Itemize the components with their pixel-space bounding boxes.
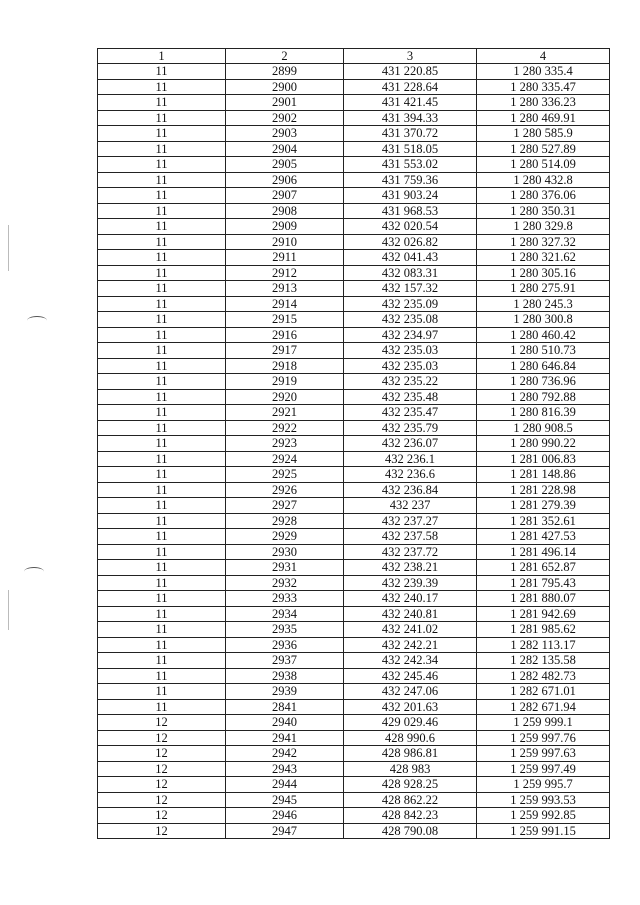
table-cell: 431 421.45: [344, 95, 477, 111]
table-cell: 2841: [226, 699, 344, 715]
table-cell: 428 928.25: [344, 777, 477, 793]
table-row: [98, 684, 610, 700]
table-cell: 2922: [226, 420, 344, 436]
table-cell: 1 280 336.23: [477, 95, 610, 111]
table-cell: 11: [98, 405, 226, 421]
binding-hole-mark: [27, 316, 47, 325]
table-cell: 2936: [226, 637, 344, 653]
table-cell: 2932: [226, 575, 344, 591]
coordinates-table: [97, 48, 610, 839]
table-cell: 432 235.09: [344, 296, 477, 312]
table-cell: 12: [98, 808, 226, 824]
table-cell: 431 759.36: [344, 172, 477, 188]
table-cell: 2914: [226, 296, 344, 312]
table-cell: 1 281 427.53: [477, 529, 610, 545]
table-cell: 1 280 646.84: [477, 358, 610, 374]
table-row: [98, 64, 610, 80]
table-cell: 1 280 245.3: [477, 296, 610, 312]
table-cell: 432 235.22: [344, 374, 477, 390]
table-cell: 11: [98, 622, 226, 638]
table-cell: 11: [98, 653, 226, 669]
table-row: [98, 575, 610, 591]
table-cell: 2941: [226, 730, 344, 746]
table-row: [98, 389, 610, 405]
table-cell: 2931: [226, 560, 344, 576]
table-cell: 428 790.08: [344, 823, 477, 839]
table-cell: 11: [98, 343, 226, 359]
table-cell: 2947: [226, 823, 344, 839]
table-cell: 432 242.21: [344, 637, 477, 653]
table-cell: 1 281 985.62: [477, 622, 610, 638]
table-cell: 2900: [226, 79, 344, 95]
table-cell: 432 041.43: [344, 250, 477, 266]
table-cell: 1 282 135.58: [477, 653, 610, 669]
table-cell: 11: [98, 203, 226, 219]
table-row: [98, 777, 610, 793]
table-row: [98, 529, 610, 545]
table-cell: 11: [98, 126, 226, 142]
table-cell: 432 247.06: [344, 684, 477, 700]
table-row: [98, 95, 610, 111]
table-cell: 432 235.47: [344, 405, 477, 421]
table-cell: 11: [98, 250, 226, 266]
table-cell: 1 280 327.32: [477, 234, 610, 250]
table-cell: 1 280 275.91: [477, 281, 610, 297]
binding-hole-mark: [24, 567, 44, 576]
table-row: [98, 622, 610, 638]
table-cell: 431 903.24: [344, 188, 477, 204]
table-cell: 1 281 006.83: [477, 451, 610, 467]
table-cell: 1 280 376.06: [477, 188, 610, 204]
table-row: [98, 823, 610, 839]
table-cell: 11: [98, 498, 226, 514]
table-cell: 1 280 300.8: [477, 312, 610, 328]
table-cell: 1 280 329.8: [477, 219, 610, 235]
table-cell: 432 020.54: [344, 219, 477, 235]
table-cell: 432 235.79: [344, 420, 477, 436]
table-cell: 11: [98, 529, 226, 545]
table-cell: 428 990.6: [344, 730, 477, 746]
table-cell: 12: [98, 715, 226, 731]
table-cell: 1 281 652.87: [477, 560, 610, 576]
table-row: [98, 482, 610, 498]
table-cell: 12: [98, 730, 226, 746]
table-row: [98, 141, 610, 157]
table-cell: 2918: [226, 358, 344, 374]
table-cell: 11: [98, 684, 226, 700]
table-cell: 11: [98, 513, 226, 529]
table-cell: 2906: [226, 172, 344, 188]
table-cell: 2937: [226, 653, 344, 669]
table-cell: 1 280 527.89: [477, 141, 610, 157]
table-cell: 12: [98, 777, 226, 793]
table-cell: 1 259 997.63: [477, 746, 610, 762]
table-cell: 2910: [226, 234, 344, 250]
table-row: [98, 126, 610, 142]
table-cell: 2911: [226, 250, 344, 266]
table-cell: 2912: [226, 265, 344, 281]
table-cell: 432 239.39: [344, 575, 477, 591]
table-cell: 432 235.08: [344, 312, 477, 328]
table-cell: 2940: [226, 715, 344, 731]
table-cell: 11: [98, 281, 226, 297]
table-cell: 12: [98, 792, 226, 808]
table-cell: 1 280 792.88: [477, 389, 610, 405]
table-row: [98, 188, 610, 204]
table-cell: 1 280 990.22: [477, 436, 610, 452]
table-cell: 432 234.97: [344, 327, 477, 343]
table-cell: 1 282 671.01: [477, 684, 610, 700]
table-cell: 2943: [226, 761, 344, 777]
table-cell: 11: [98, 668, 226, 684]
table-row: [98, 343, 610, 359]
table-cell: 11: [98, 575, 226, 591]
table-cell: 2917: [226, 343, 344, 359]
table-cell: 2907: [226, 188, 344, 204]
table-cell: 12: [98, 746, 226, 762]
table-cell: 11: [98, 544, 226, 560]
table-row: [98, 172, 610, 188]
table-cell: 2902: [226, 110, 344, 126]
table-cell: 11: [98, 188, 226, 204]
table-cell: 11: [98, 451, 226, 467]
column-header: 2: [226, 49, 344, 64]
table-cell: 11: [98, 327, 226, 343]
table-cell: 429 029.46: [344, 715, 477, 731]
table-row: [98, 591, 610, 607]
table-cell: 431 553.02: [344, 157, 477, 173]
table-cell: 1 282 482.73: [477, 668, 610, 684]
table-row: [98, 637, 610, 653]
table-cell: 11: [98, 265, 226, 281]
table-cell: 2908: [226, 203, 344, 219]
table-cell: 11: [98, 219, 226, 235]
table-cell: 1 259 997.49: [477, 761, 610, 777]
table-cell: 432 235.03: [344, 358, 477, 374]
table-cell: 1 281 496.14: [477, 544, 610, 560]
table-cell: 1 280 510.73: [477, 343, 610, 359]
table-row: [98, 296, 610, 312]
column-header: 1: [98, 49, 226, 64]
table-cell: 1 281 880.07: [477, 591, 610, 607]
table-cell: 11: [98, 482, 226, 498]
table-cell: 428 983: [344, 761, 477, 777]
table-row: [98, 467, 610, 483]
table-cell: 432 236.1: [344, 451, 477, 467]
column-header: 3: [344, 49, 477, 64]
table-cell: 1 280 321.62: [477, 250, 610, 266]
table-cell: 1 280 305.16: [477, 265, 610, 281]
table-cell: 1 281 228.98: [477, 482, 610, 498]
table-row: [98, 327, 610, 343]
table-cell: 11: [98, 560, 226, 576]
table-row: [98, 358, 610, 374]
table-cell: 432 157.32: [344, 281, 477, 297]
table-cell: 11: [98, 172, 226, 188]
table-cell: 2903: [226, 126, 344, 142]
table-cell: 1 281 942.69: [477, 606, 610, 622]
table-cell: 2942: [226, 746, 344, 762]
table-cell: 1 280 432.8: [477, 172, 610, 188]
table-row: [98, 436, 610, 452]
table-cell: 432 235.03: [344, 343, 477, 359]
table-row: [98, 451, 610, 467]
table-cell: 11: [98, 234, 226, 250]
table-row: [98, 808, 610, 824]
table-cell: 1 259 992.85: [477, 808, 610, 824]
table-row: [98, 157, 610, 173]
table-row: [98, 606, 610, 622]
table-row: [98, 560, 610, 576]
table-cell: 11: [98, 79, 226, 95]
table-row: [98, 219, 610, 235]
table-row: [98, 374, 610, 390]
table-cell: 428 842.23: [344, 808, 477, 824]
table-cell: 431 228.64: [344, 79, 477, 95]
table-row: [98, 746, 610, 762]
table-cell: 432 238.21: [344, 560, 477, 576]
table-cell: 2905: [226, 157, 344, 173]
table-cell: 1 259 997.76: [477, 730, 610, 746]
table-cell: 2899: [226, 64, 344, 80]
table-cell: 1 280 460.42: [477, 327, 610, 343]
table-row: [98, 420, 610, 436]
table-cell: 1 280 816.39: [477, 405, 610, 421]
table-cell: 2934: [226, 606, 344, 622]
table-cell: 1 259 991.15: [477, 823, 610, 839]
table-cell: 11: [98, 95, 226, 111]
table-cell: 432 240.81: [344, 606, 477, 622]
table-cell: 2939: [226, 684, 344, 700]
table-cell: 1 281 279.39: [477, 498, 610, 514]
table-cell: 11: [98, 591, 226, 607]
table-cell: 432 026.82: [344, 234, 477, 250]
table-cell: 432 237.72: [344, 544, 477, 560]
table-cell: 1 280 585.9: [477, 126, 610, 142]
table-cell: 2904: [226, 141, 344, 157]
table-cell: 1 280 335.4: [477, 64, 610, 80]
table-row: [98, 792, 610, 808]
table-cell: 2945: [226, 792, 344, 808]
table-row: [98, 110, 610, 126]
table-cell: 12: [98, 823, 226, 839]
table-cell: 11: [98, 420, 226, 436]
table-cell: 2921: [226, 405, 344, 421]
table-cell: 432 237.58: [344, 529, 477, 545]
table-cell: 2946: [226, 808, 344, 824]
table-cell: 431 394.33: [344, 110, 477, 126]
table-cell: 11: [98, 64, 226, 80]
table-cell: 1 280 514.09: [477, 157, 610, 173]
table-cell: 2925: [226, 467, 344, 483]
table-cell: 11: [98, 606, 226, 622]
table-row: [98, 715, 610, 731]
table-cell: 11: [98, 358, 226, 374]
table-row: [98, 498, 610, 514]
table-cell: 11: [98, 296, 226, 312]
table-cell: 11: [98, 699, 226, 715]
table-cell: 1 280 736.96: [477, 374, 610, 390]
table-body: [98, 64, 610, 839]
table-cell: 432 240.17: [344, 591, 477, 607]
table-cell: 432 236.6: [344, 467, 477, 483]
table-cell: 1 281 795.43: [477, 575, 610, 591]
table-cell: 2916: [226, 327, 344, 343]
table-cell: 2944: [226, 777, 344, 793]
table-row: [98, 513, 610, 529]
table-cell: 1 280 908.5: [477, 420, 610, 436]
table-cell: 11: [98, 141, 226, 157]
table-cell: 431 518.05: [344, 141, 477, 157]
table-cell: 1 281 148.86: [477, 467, 610, 483]
table-cell: 11: [98, 374, 226, 390]
table-cell: 431 220.85: [344, 64, 477, 80]
table-cell: 2935: [226, 622, 344, 638]
scan-artifact: [8, 225, 9, 271]
table-cell: 1 259 995.7: [477, 777, 610, 793]
table-row: [98, 653, 610, 669]
table-cell: 1 282 671.94: [477, 699, 610, 715]
table-cell: 2920: [226, 389, 344, 405]
table-cell: 11: [98, 467, 226, 483]
table-row: [98, 281, 610, 297]
table-cell: 2915: [226, 312, 344, 328]
table-row: [98, 668, 610, 684]
table-row: [98, 730, 610, 746]
table-cell: 432 237: [344, 498, 477, 514]
table-cell: 2927: [226, 498, 344, 514]
table-cell: 11: [98, 157, 226, 173]
table-cell: 1 280 350.31: [477, 203, 610, 219]
table-cell: 2909: [226, 219, 344, 235]
column-header: 4: [477, 49, 610, 64]
table-row: [98, 79, 610, 95]
table-row: [98, 234, 610, 250]
table-row: [98, 405, 610, 421]
table-cell: 2923: [226, 436, 344, 452]
table-cell: 432 241.02: [344, 622, 477, 638]
table-cell: 1 282 113.17: [477, 637, 610, 653]
table-header-row: [98, 49, 610, 64]
table-row: [98, 250, 610, 266]
table-cell: 1 280 335.47: [477, 79, 610, 95]
table-cell: 432 245.46: [344, 668, 477, 684]
table-cell: 2924: [226, 451, 344, 467]
table-cell: 432 201.63: [344, 699, 477, 715]
table-cell: 2919: [226, 374, 344, 390]
table-cell: 432 237.27: [344, 513, 477, 529]
table-cell: 432 236.84: [344, 482, 477, 498]
table-row: [98, 761, 610, 777]
table-cell: 11: [98, 436, 226, 452]
table-cell: 11: [98, 637, 226, 653]
table-cell: 1 259 993.53: [477, 792, 610, 808]
table-cell: 432 083.31: [344, 265, 477, 281]
table-row: [98, 265, 610, 281]
scan-artifact: [8, 590, 9, 630]
table-row: [98, 544, 610, 560]
table-cell: 432 235.48: [344, 389, 477, 405]
table-cell: 432 236.07: [344, 436, 477, 452]
table-row: [98, 699, 610, 715]
table-cell: 1 280 469.91: [477, 110, 610, 126]
table-cell: 12: [98, 761, 226, 777]
table-cell: 428 862.22: [344, 792, 477, 808]
table-cell: 2928: [226, 513, 344, 529]
table-cell: 11: [98, 110, 226, 126]
table-cell: 2913: [226, 281, 344, 297]
table-cell: 11: [98, 389, 226, 405]
table-cell: 1 259 999.1: [477, 715, 610, 731]
table-cell: 428 986.81: [344, 746, 477, 762]
table-cell: 431 370.72: [344, 126, 477, 142]
table-row: [98, 312, 610, 328]
table-cell: 2933: [226, 591, 344, 607]
table-cell: 432 242.34: [344, 653, 477, 669]
table-row: [98, 203, 610, 219]
table-cell: 2926: [226, 482, 344, 498]
table-cell: 1 281 352.61: [477, 513, 610, 529]
table-cell: 431 968.53: [344, 203, 477, 219]
table-cell: 2930: [226, 544, 344, 560]
table-cell: 2938: [226, 668, 344, 684]
table-cell: 2901: [226, 95, 344, 111]
table-cell: 11: [98, 312, 226, 328]
table-cell: 2929: [226, 529, 344, 545]
